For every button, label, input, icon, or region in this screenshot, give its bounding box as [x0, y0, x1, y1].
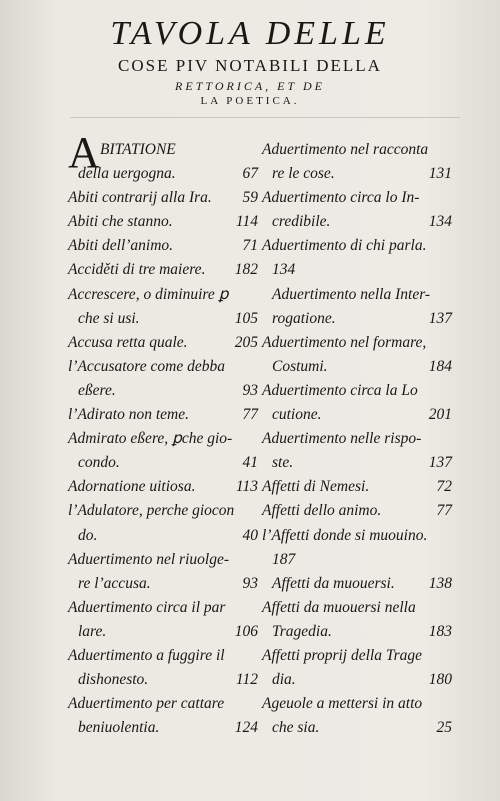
- index-entry-text: Tragedia.: [272, 622, 332, 640]
- index-entry-page: 184: [428, 357, 452, 375]
- index-entry: [262, 644, 452, 668]
- index-entry: [262, 620, 452, 644]
- index-entry-page: 71: [242, 237, 258, 255]
- index-entry-page: 67: [242, 165, 258, 183]
- index-entry: [68, 379, 258, 403]
- index-entry: [68, 258, 258, 282]
- index-entry: [68, 307, 258, 331]
- index-entry: [68, 283, 258, 307]
- index-entry-page: 124: [234, 719, 258, 737]
- index-entry-text: l’Affetti donde si muouino.: [262, 526, 428, 544]
- index-entry-text: Aduertimento nella Inter-: [272, 285, 431, 303]
- page-subtitle-line2: RETTORICA, ET DE: [175, 79, 325, 93]
- index-entry-text: Affetti proprij della Trage: [262, 646, 423, 664]
- index-entry-text: Adornatione uitiosa.: [68, 478, 196, 496]
- index-entry-text: Affetti di Nemesi.: [262, 478, 370, 496]
- index-entry-page: 131: [428, 165, 452, 183]
- index-entry-text: 187: [272, 550, 296, 568]
- index-entry-page: 201: [428, 406, 452, 424]
- index-entry: [68, 162, 258, 186]
- index-entry-page: 205: [234, 333, 258, 351]
- index-entry-text: Acciděti di tre maiere.: [68, 261, 206, 279]
- index-entry-text: cutione.: [272, 406, 322, 424]
- index-entry-text: l’Accusatore come debba: [68, 357, 225, 375]
- index-entry: [68, 355, 258, 379]
- index-entry-text: l’Adulatore, perche giocon: [68, 502, 235, 520]
- drop-cap: A: [68, 128, 100, 177]
- index-entry-text: Affetti da muouersi.: [272, 574, 395, 592]
- index-entry: [262, 210, 452, 234]
- index-entry: [262, 596, 452, 620]
- index-entry-page: 72: [436, 478, 452, 496]
- index-entry: [68, 692, 258, 716]
- index-entry: [262, 138, 452, 162]
- index-entry: [68, 234, 258, 258]
- index-entry: [68, 186, 258, 210]
- index-entry-page: 114: [235, 213, 258, 231]
- index-entry-page: 93: [242, 381, 258, 399]
- index-entry: [262, 716, 452, 740]
- index-entry-text: dishonesto.: [78, 671, 149, 689]
- index-entry: [262, 427, 452, 451]
- index-entry: [262, 499, 452, 523]
- index-column-left: [68, 138, 258, 740]
- index-entry-page: 113: [235, 478, 258, 496]
- index-entry: [262, 186, 452, 210]
- index-entry: [262, 234, 452, 258]
- index-entry-page: 77: [242, 406, 258, 424]
- index-entry-text: Costumi.: [272, 357, 328, 375]
- index-entry: [68, 138, 258, 162]
- index-entry-page: 41: [242, 454, 258, 472]
- index-entry: [262, 475, 452, 499]
- index-entry-text: Aduertimento per cattare: [68, 695, 225, 713]
- index-entry: [68, 524, 258, 548]
- index-entry: [262, 162, 452, 186]
- index-entry-text: Accrescere, o diminuire ꝑ: [68, 285, 229, 303]
- index-entry-page: 134: [428, 213, 452, 231]
- index-entry: [68, 499, 258, 523]
- index-entry-text: Affetti da muouersi nella: [262, 598, 416, 616]
- index-entry-text: beniuolentia.: [78, 719, 160, 737]
- index-entry-text: Aduertimento nel racconta: [262, 141, 429, 158]
- index-entry-text: Aduertimento circa lo In-: [262, 189, 420, 207]
- index-entry: [68, 644, 258, 668]
- index-entry: [68, 210, 258, 234]
- index-entry-text: Abiti dell’animo.: [68, 237, 174, 255]
- index-entry: [68, 716, 258, 740]
- header-divider: [70, 117, 460, 118]
- index-entry-text: condo.: [78, 454, 120, 472]
- index-entry: [68, 596, 258, 620]
- index-entry-text: Aduertimento nel formare,: [262, 333, 427, 351]
- index-entry-text: Aduertimento circa la Lo: [262, 381, 418, 399]
- index-entry-text: Aduertimento nel riuolge-: [68, 550, 229, 568]
- index-entry-text: Aduertimento nelle rispo-: [262, 430, 422, 448]
- index-entry-page: 59: [242, 189, 258, 207]
- index-entry: [262, 668, 452, 692]
- index-entry: [262, 403, 452, 427]
- index-entry: [262, 451, 452, 475]
- index-entry-text: Aduertimento di chi parla.: [262, 237, 427, 255]
- index-entry: [68, 572, 258, 596]
- index-entry-text: Ageuole a mettersi in atto: [262, 695, 423, 713]
- index-entry: [68, 668, 258, 692]
- index-entry-text: Admirato eßere, ꝑche gio-: [68, 430, 233, 448]
- index-entry-text: Accusa retta quale.: [68, 333, 188, 351]
- index-entry-page: 106: [234, 622, 258, 640]
- index-entry-text: l’Adirato non teme.: [68, 406, 189, 424]
- index-entry-text: dia.: [272, 671, 296, 689]
- index-entry-text: Aduertimento circa il par: [68, 598, 226, 616]
- index-entry-page: 138: [428, 574, 452, 592]
- index-entry-text: Abiti che stanno.: [68, 213, 173, 231]
- index-entry-page: 183: [428, 622, 452, 640]
- index-entry: [262, 283, 452, 307]
- index-entry: [262, 524, 452, 548]
- index-entry-text: della uergogna.: [78, 165, 176, 183]
- index-entry-text: re l’accusa.: [78, 574, 151, 592]
- index-entry-text: che si usi.: [78, 309, 140, 327]
- index-entry-text: eßere.: [78, 381, 116, 399]
- index-entry-text: do.: [78, 526, 98, 544]
- index-entry-text: re le cose.: [272, 165, 335, 183]
- page-title: TAVOLA DELLE: [110, 15, 390, 52]
- index-entry: [68, 475, 258, 499]
- index-entry: [262, 258, 452, 282]
- index-entry-page: 182: [234, 261, 258, 279]
- index-entry: [262, 379, 452, 403]
- index-entry-page: 77: [436, 502, 452, 520]
- index-entry-page: 112: [235, 671, 258, 689]
- index-entry-text: Affetti dello animo.: [262, 502, 382, 520]
- index-entry-text: 134: [272, 261, 296, 279]
- index-entry: [262, 692, 452, 716]
- index-entry: [68, 548, 258, 572]
- page-subtitle: COSE PIV NOTABILI DELLA: [118, 56, 382, 75]
- index-entry-page: 93: [242, 574, 258, 592]
- index-entry: [262, 355, 452, 379]
- index-entry-text: rogatione.: [272, 309, 336, 327]
- index-entry: [68, 331, 258, 355]
- page-subtitle-line3: LA POETICA.: [200, 95, 300, 107]
- index-entry-text: Aduertimento a fuggire il: [68, 646, 225, 664]
- index-entry-text: lare.: [78, 622, 107, 640]
- index-entry: [262, 548, 452, 572]
- index-entry-page: 137: [428, 454, 452, 472]
- index-entry-page: 25: [436, 719, 452, 737]
- index-entry-page: 180: [428, 671, 452, 689]
- index-entry: [68, 620, 258, 644]
- index-entry: [262, 331, 452, 355]
- index-entry: [68, 427, 258, 451]
- index-entry-text: BITATIONE: [100, 141, 176, 158]
- index-entry: [262, 307, 452, 331]
- index-entry-text: ste.: [272, 454, 294, 472]
- index-entry: [262, 572, 452, 596]
- index-entry-page: 40: [242, 526, 258, 544]
- index-entry-text: Abiti contrarij alla Ira.: [68, 189, 212, 207]
- index-entry-page: 105: [234, 309, 258, 327]
- index-entry: [68, 451, 258, 475]
- index-entry-text: che sia.: [272, 719, 320, 737]
- index-column-right: [262, 138, 452, 740]
- index-entry: [68, 403, 258, 427]
- index-entry-page: 137: [428, 309, 452, 327]
- index-entry-text: credibile.: [272, 213, 331, 231]
